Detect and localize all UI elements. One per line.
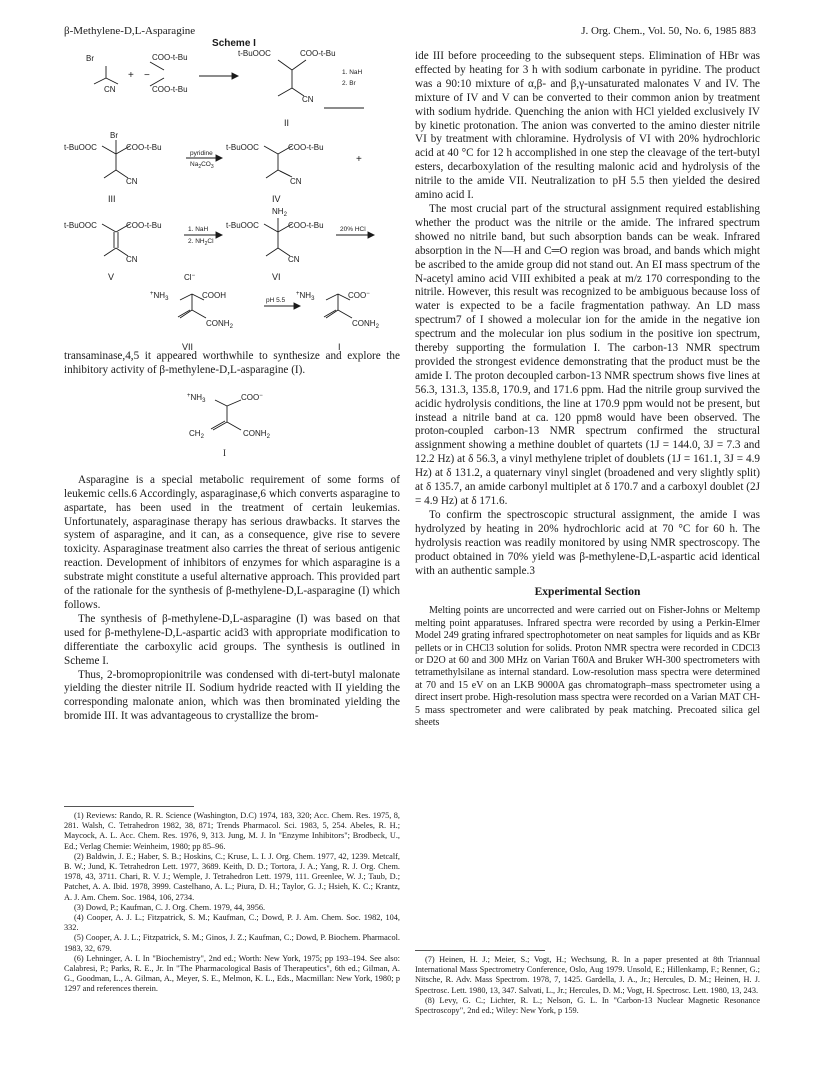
scheme-minus: − bbox=[144, 70, 150, 81]
scheme-tbuooc: t-BuOOC bbox=[226, 221, 259, 230]
footnotes-right bbox=[415, 955, 760, 1016]
scheme-tbuooc: t-BuOOC bbox=[226, 143, 259, 152]
paragraph: The most crucial part of the structural assignment required establishing whether the product was the nitrile or the amide. The infrared spectrum showed no nitrile band, but such absorption bands can be weak. Infrared absorption in the N—H and C═O region was broad, and bands which might be ascribed to the amide group did not stand out. An EI mass spectrum of the N-acetyl amino acid VIII exhibited a peak at m/z 170 corresponding to the nitrile. However, this result was recognized to be ambiguous because loss of water is expected to be a facile fragmentation pathway. An LD mass spectrum7 of I showed a molecular ion for the amide in the negative ion spectrum and the molecular ion plus sodium in the positive ion spectrum, thereby supporting the formulation I. The carbon-13 NMR spectrum provided the strongest evidence demonstrating that the product must be the amide I. The proton decoupled carbon-13 NMR spectrum shows five lines at 56.3, 131.3, 135.8, 170.9, and 171.6 ppm. Had the nitrile group survived the acidic hydrolysis conditions, the line at 170.9 ppm would not be present, but instead a nitrile band at ca. 120 ppm8 would have been observed. The proton-coupled carbon-13 NMR spectrum confirmed the structural assignment showing a methine doublet of quartets (1J = 144.0, 3J = 7.3 and 12.2 Hz) at δ 56.3, a vinyl methylene triplet of doublets (1J = 161.1, 3J = 4.9 Hz) at δ 131.2, a quaternary vinyl singlet (broadened and very slightly split) at δ 135.7, an amide carbonyl multiplet at δ 170.7 and a carboxyl doublet (2J = 4.9 Hz) at δ 171.6. bbox=[415, 202, 760, 507]
scheme-conh2: $CONH_2$ bbox=[206, 319, 233, 330]
footnote-rule bbox=[64, 806, 194, 807]
scheme-coo-tbu: COO-t-Bu bbox=[126, 221, 162, 230]
footnote: (3) Dowd, P.; Kaufman, C. J. Org. Chem. 1979, 44, 3956. bbox=[74, 902, 266, 912]
scheme-nh3: $^+NH_3$ bbox=[296, 291, 315, 302]
scheme-cn: CN bbox=[290, 177, 302, 186]
structure-compound-i bbox=[157, 386, 307, 464]
scheme-tbuooc: t-BuOOC bbox=[64, 143, 97, 152]
scheme-br: Br bbox=[110, 131, 118, 140]
scheme-nh2: $NH_2$ bbox=[272, 207, 287, 218]
scheme-cn: CN bbox=[126, 177, 138, 186]
reagent-na2co3: $Na_2CO_3$ bbox=[190, 161, 214, 170]
paragraph: ide III before proceeding to the subsequent steps. Elimination of HBr was effected by heating for 3 h with sodium carbonate in pyridine. The product was a 90:10 mixture of α,β- and β,γ-unsaturated malonates V and IV. The mixture of IV and V can be converted to their common anion by treatment with sodium hydride. Quenching the anion with HCl yielded exclusively IV by kinetic protonation. The anion was converted to the amino diester nitrile VI by treatment with chloramine. Hydrolysis of VI with 20% hydrochloric acid at 40 °C for 12 h accomplished in one step the cleavage of the tert-butyl esters, decarboxylation of the resulting malonic acid and hydrolysis of the nitrile to the amide VII. Neutralization to pH 5.5 then yielded the desired amino acid I. bbox=[415, 50, 760, 202]
footnote: (2) Baldwin, J. E.; Haber, S. B.; Hoskins, C.; Kruse, L. I. J. Org. Chem. 1977, 42, 1239. Metcalf, B. W.; Jund, K. Tetrahedron Lett. 1977, 3689. Keith, D. D.; Tortora, J. A.; Yang, R. J. Org. Chem. 1978, 43, 3711. Chari, R. V. J.; Wemple, J. Tetrahedron Lett. 1979, 111. Greenlee, W. J.; Taub, D.; Patchet, A. A. Ibid. 1978, 3999. Castelhano, A. L.; Piura, D. H.; Taylor, G. J.; Hsieh, K. C.; Krantz, A. J. Am. Chem. Soc. 1984, 106, 2734. bbox=[64, 851, 400, 902]
scheme-coo-tbu: COO-t-Bu bbox=[300, 49, 336, 58]
paragraph: transaminase,4,5 it appeared worthwhile to synthesize and explore the inhibitory activity of β-methylene-D,L-asparagine (I). bbox=[64, 350, 400, 376]
footnote: (5) Cooper, A. J. L.; Fitzpatrick, S. M.; Ginos, J. Z.; Kaufman, C.; Dowd, P. Biochem. Pharmacol. 1983, 32, 679. bbox=[64, 933, 400, 953]
footnote: (4) Cooper, A. J. L.; Fitzpatrick, S. M.; Kaufman, C.; Dowd, P. J. Am. Chem. Soc. 1982, 104, 332. bbox=[64, 913, 400, 933]
scheme-coo-tbu: COO-t-Bu bbox=[288, 143, 324, 152]
svg-text:CONH2: $CONH_2$ bbox=[243, 428, 270, 440]
footnote-rule bbox=[415, 950, 545, 951]
compound-label-iii: III bbox=[108, 194, 116, 204]
scheme-cooh: COOH bbox=[202, 291, 226, 300]
footnote: (8) Levy, G. C.; Lichter, R. L.; Nelson, G. L. In "Carbon-13 Nuclear Magnetic Resonance Spectroscopy", 2nd ed.; Wiley: New York, p 159. bbox=[415, 995, 760, 1016]
reagent-nah: 1. NaH bbox=[342, 69, 363, 76]
compound-label-iv: IV bbox=[272, 194, 281, 204]
scheme-cn: CN bbox=[104, 85, 116, 94]
scheme-tbuooc: t-BuOOC bbox=[238, 49, 271, 58]
reagent-ph: pH 5.5 bbox=[266, 297, 286, 304]
footnotes-left bbox=[64, 811, 400, 995]
compound-label-i: I bbox=[338, 342, 341, 352]
reagent-br2: 2. Br bbox=[342, 80, 356, 87]
svg-text:COO−: COO− bbox=[241, 392, 263, 402]
scheme-coo-tbu: COO-t-Bu bbox=[152, 53, 188, 62]
compound-label-v: V bbox=[108, 272, 115, 282]
running-header-left: β-Methylene-D,L-Asparagine bbox=[64, 25, 196, 37]
paragraph: The synthesis of β-methylene-D,L-asparagine (I) was based on that used for β-methylene-D,L-aspartic acid3 with appropriate modification to differentiate the carboxylic acid groups. The synthesis is outlined in Scheme I. bbox=[64, 612, 400, 667]
paragraph: To confirm the spectroscopic structural assignment, the amide I was hydrolyzed by heating in 20% hydrochloric acid at 70 °C for 60 h. The hydrolysis reaction was readily monitored by using NMR spectroscopy. The product obtained in 70% yield was β-methylene-D,L-aspartic acid identical with an authentic sample.3 bbox=[415, 508, 760, 577]
scheme-br: Br bbox=[86, 54, 94, 63]
reagent-pyridine: pyridine bbox=[190, 150, 213, 157]
compound-label-vi: VI bbox=[272, 272, 281, 282]
scheme-coo-tbu: COO-t-Bu bbox=[288, 221, 324, 230]
scheme-coo-tbu: COO-t-Bu bbox=[152, 85, 188, 94]
svg-text:+NH3: $^+NH_3$ bbox=[187, 392, 206, 404]
paragraph: Asparagine is a special metabolic requirement of some forms of leukemic cells.6 Accordingly, asparaginase,6 which converts asparagine to aspartate, has been used in the treatment of certain leukemias. Unfortunately, asparaginase therapy has serious drawbacks. It starves the system of asparagine, and it can, as a consequence, give rise to severe toxicity. Asparaginase treatment also carries the threat of serious antigenic reaction. Development of inhibitors of enzymes for which asparagine is a substrate might constitute a useful alternative approach. This provided part of the rationale for the synthesis of β-methylene-D,L-asparagine (I) which follows. bbox=[64, 473, 400, 611]
paragraph: Melting points are uncorrected and were carried out on Fisher-Johns or Meltemp melting point apparatuses. Infrared spectra were recorded by using a Perkin-Elmer Model 249 grating infrared spectrophotometer on neat samples for liquids and as KBr pellets or in CHCl3 solution for solids. Proton NMR spectra were recorded in CDCl3 or D2O at 60 and 300 MHz on Varian T60A and Bruker WH-300 spectrometers with tetramethylsilane as internal standard. Low-resolution mass spectra were determined at 70 and 15 eV on an LKB 9000A gas chromatograph–mass spectrometer using a direct insert probe. High-resolution mass spectra were recorded on a Varian MAT CH-5 mass spectrometer and were calibrated by peak matching. Precoated silica gel sheets bbox=[415, 605, 760, 728]
scheme-cn: CN bbox=[302, 95, 314, 104]
running-header-right: J. Org. Chem., Vol. 50, No. 6, 1985 883 bbox=[581, 25, 756, 37]
scheme-cn: CN bbox=[288, 255, 300, 264]
scheme-cl: Cl− bbox=[184, 273, 196, 282]
scheme-title: Scheme I bbox=[212, 38, 256, 49]
reagent-nah: 1. NaH bbox=[188, 226, 209, 233]
scheme-coo-tbu: COO-t-Bu bbox=[126, 143, 162, 152]
scheme-i-figure bbox=[64, 38, 404, 356]
footnote: (6) Lehninger, A. I. In "Biochemistry", 2nd ed.; Worth: New York, 1975; pp 193–194. See also: Calabresi, P.; Parks, R. E., Jr. In "The Pharmacological Basis of Therapeutics", 6th ed.; Gilman, A. G., Goodman, L., A. Gilman, A., Meyer, S. E., Melmon, K. L., Eds., Macmillan: New York, 1980; p 1297 and references therein. bbox=[64, 953, 400, 994]
footnote: (7) Heinen, H. J.; Meier, S.; Vogt, H.; Wechsung, R. In a paper presented at 8th Triannual International Mass Spectrometry Conference, Oslo, Aug 1979. Unsold, E.; Hillenkamp, F.; Renner, G.; Nitsche, R. Adv. Mass Spectrom. 1978, 7, 1425. Gardella, J. A., Jr.; Hercules, D. M.; Heinen, H. J. Spectrosc. Lett. 1980, 13, 347. Salvati, L., Jr.; Hercules, D. M.; Vogt, H. Spectrosc. Lett. 1980, 13, 243. bbox=[415, 955, 760, 995]
scheme-conh2: $CONH_2$ bbox=[352, 319, 379, 330]
svg-text:I: I bbox=[223, 447, 226, 458]
left-column bbox=[64, 350, 400, 724]
right-column bbox=[415, 50, 760, 729]
reagent-hcl: 20% HCl bbox=[340, 226, 366, 233]
footnote: (1) Reviews: Rando, R. R. Science (Washington, D.C) 1974, 183, 320; Acc. Chem. Res. 1975, 8, 281. Walsh, C. Tetrahedron 1982, 38, 871; Trends Pharmacol. Sci. 1983, 5, 254. Abeles, R. H.; Maycock, A. L. Acc. Chem. Res. 1976, 9, 313. Jung, M. J. In "Enzyme Inhibitors"; Brodbeck, U., Ed.; Verlag Chemie: Weinheim, 1980; pp 85–96. bbox=[64, 811, 400, 851]
scheme-plus: + bbox=[356, 154, 362, 165]
scheme-tbuooc: t-BuOOC bbox=[64, 221, 97, 230]
compound-label-vii: VII bbox=[182, 342, 194, 352]
scheme-cn: CN bbox=[126, 255, 138, 264]
compound-label-ii: II bbox=[284, 118, 290, 128]
reagent-nh2cl: 2. $NH_2Cl$ bbox=[188, 238, 214, 247]
scheme-coo: COO− bbox=[348, 291, 370, 300]
paragraph: Thus, 2-bromopropionitrile was condensed with di-tert-butyl malonate yielding the diester nitrile II. Sodium hydride reacted with II yielding the corresponding malonate anion, which was then brominated yielding the bromide III. It was advantageous to crystallize the brom- bbox=[64, 668, 400, 723]
svg-text:CH2: $CH_2$ bbox=[189, 428, 204, 440]
section-title: Experimental Section bbox=[534, 586, 641, 599]
scheme-nh3: $^+NH_3$ bbox=[150, 291, 169, 302]
scheme-plus: + bbox=[128, 70, 134, 81]
